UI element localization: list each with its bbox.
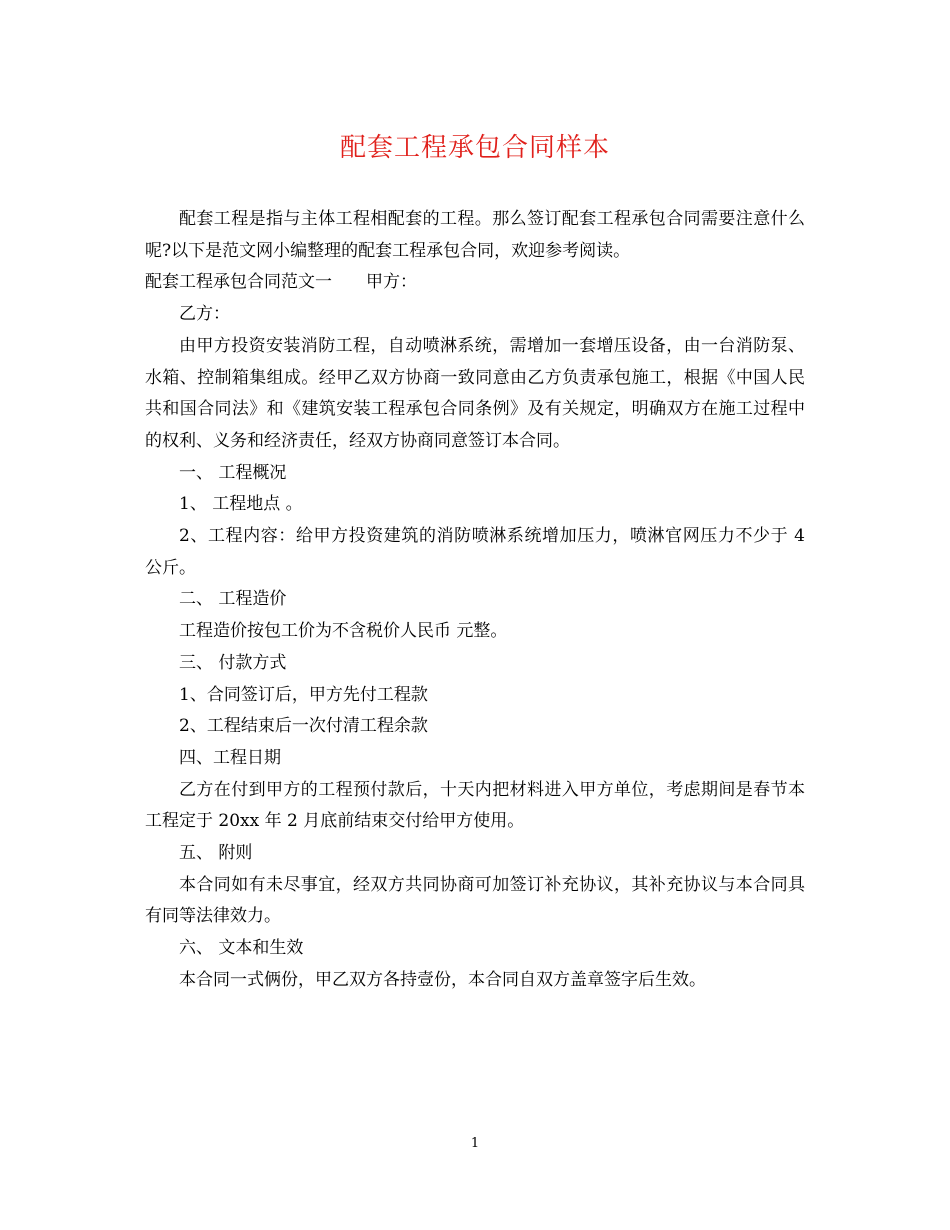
clause-dates: 乙方在付到甲方的工程预付款后，十天内把材料进入甲方单位，考虑期间是春节本工程定于 20xx 年 2 月底前结束交付给甲方使用。: [145, 779, 805, 832]
clause-payment-1: 1、合同签订后，甲方先付工程款: [179, 684, 428, 705]
document-title: 配套工程承包合同样本: [339, 133, 610, 163]
clause-cost: 工程造价按包工价为不含税价人民币 元整。: [179, 621, 508, 642]
section-heading-dates: 四、工程日期: [179, 747, 281, 768]
paragraph-sample-heading: 配套工程承包合同范文一 甲方：: [145, 272, 417, 293]
paragraph-intro: 配套工程是指与主体工程相配套的工程。那么签订配套工程承包合同需要注意什么呢?以下是范文网小编整理的配套工程承包合同，欢迎参考阅读。: [145, 209, 805, 261]
clause-location: 1、 工程地点 。: [179, 494, 303, 515]
section-heading-cost: 二、 工程造价: [179, 589, 287, 610]
clause-content: 2、工程内容：给甲方投资建筑的消防喷淋系统增加压力，喷淋官网压力不少于 4 公斤。: [145, 526, 811, 578]
paragraph-party-b: 乙方：: [179, 304, 230, 325]
paragraph-preamble: 由甲方投资安装消防工程，自动喷淋系统，需增加一套增压设备，由一台消防泵、水箱、控制箱集组成。经甲乙双方协商一致同意由乙方负责承包施工，根据《中国人民共和国合同法》和《建筑安装工程承包合同条例》及有关规定，明确双方在施工过程中的权利、义务和经济责任，经双方协商同意签订本合同。: [145, 335, 805, 451]
section-heading-overview: 一、 工程概况: [179, 462, 287, 483]
clause-effect: 本合同一式俩份，甲乙双方各持壹份，本合同自双方盖章签字后生效。: [179, 969, 706, 990]
page-number: 1: [470, 1136, 480, 1151]
clause-supplementary: 本合同如有未尽事宜，经双方共同协商可加签订补充协议，其补充协议与本合同具有同等法律效力。: [145, 874, 805, 927]
clause-payment-2: 2、工程结束后一次付清工程余款: [179, 716, 428, 737]
section-heading-supplementary: 五、 附则: [179, 843, 253, 864]
document-body: [145, 204, 811, 997]
section-heading-effect: 六、 文本和生效: [179, 938, 304, 959]
section-heading-payment: 三、 付款方式: [179, 652, 287, 673]
